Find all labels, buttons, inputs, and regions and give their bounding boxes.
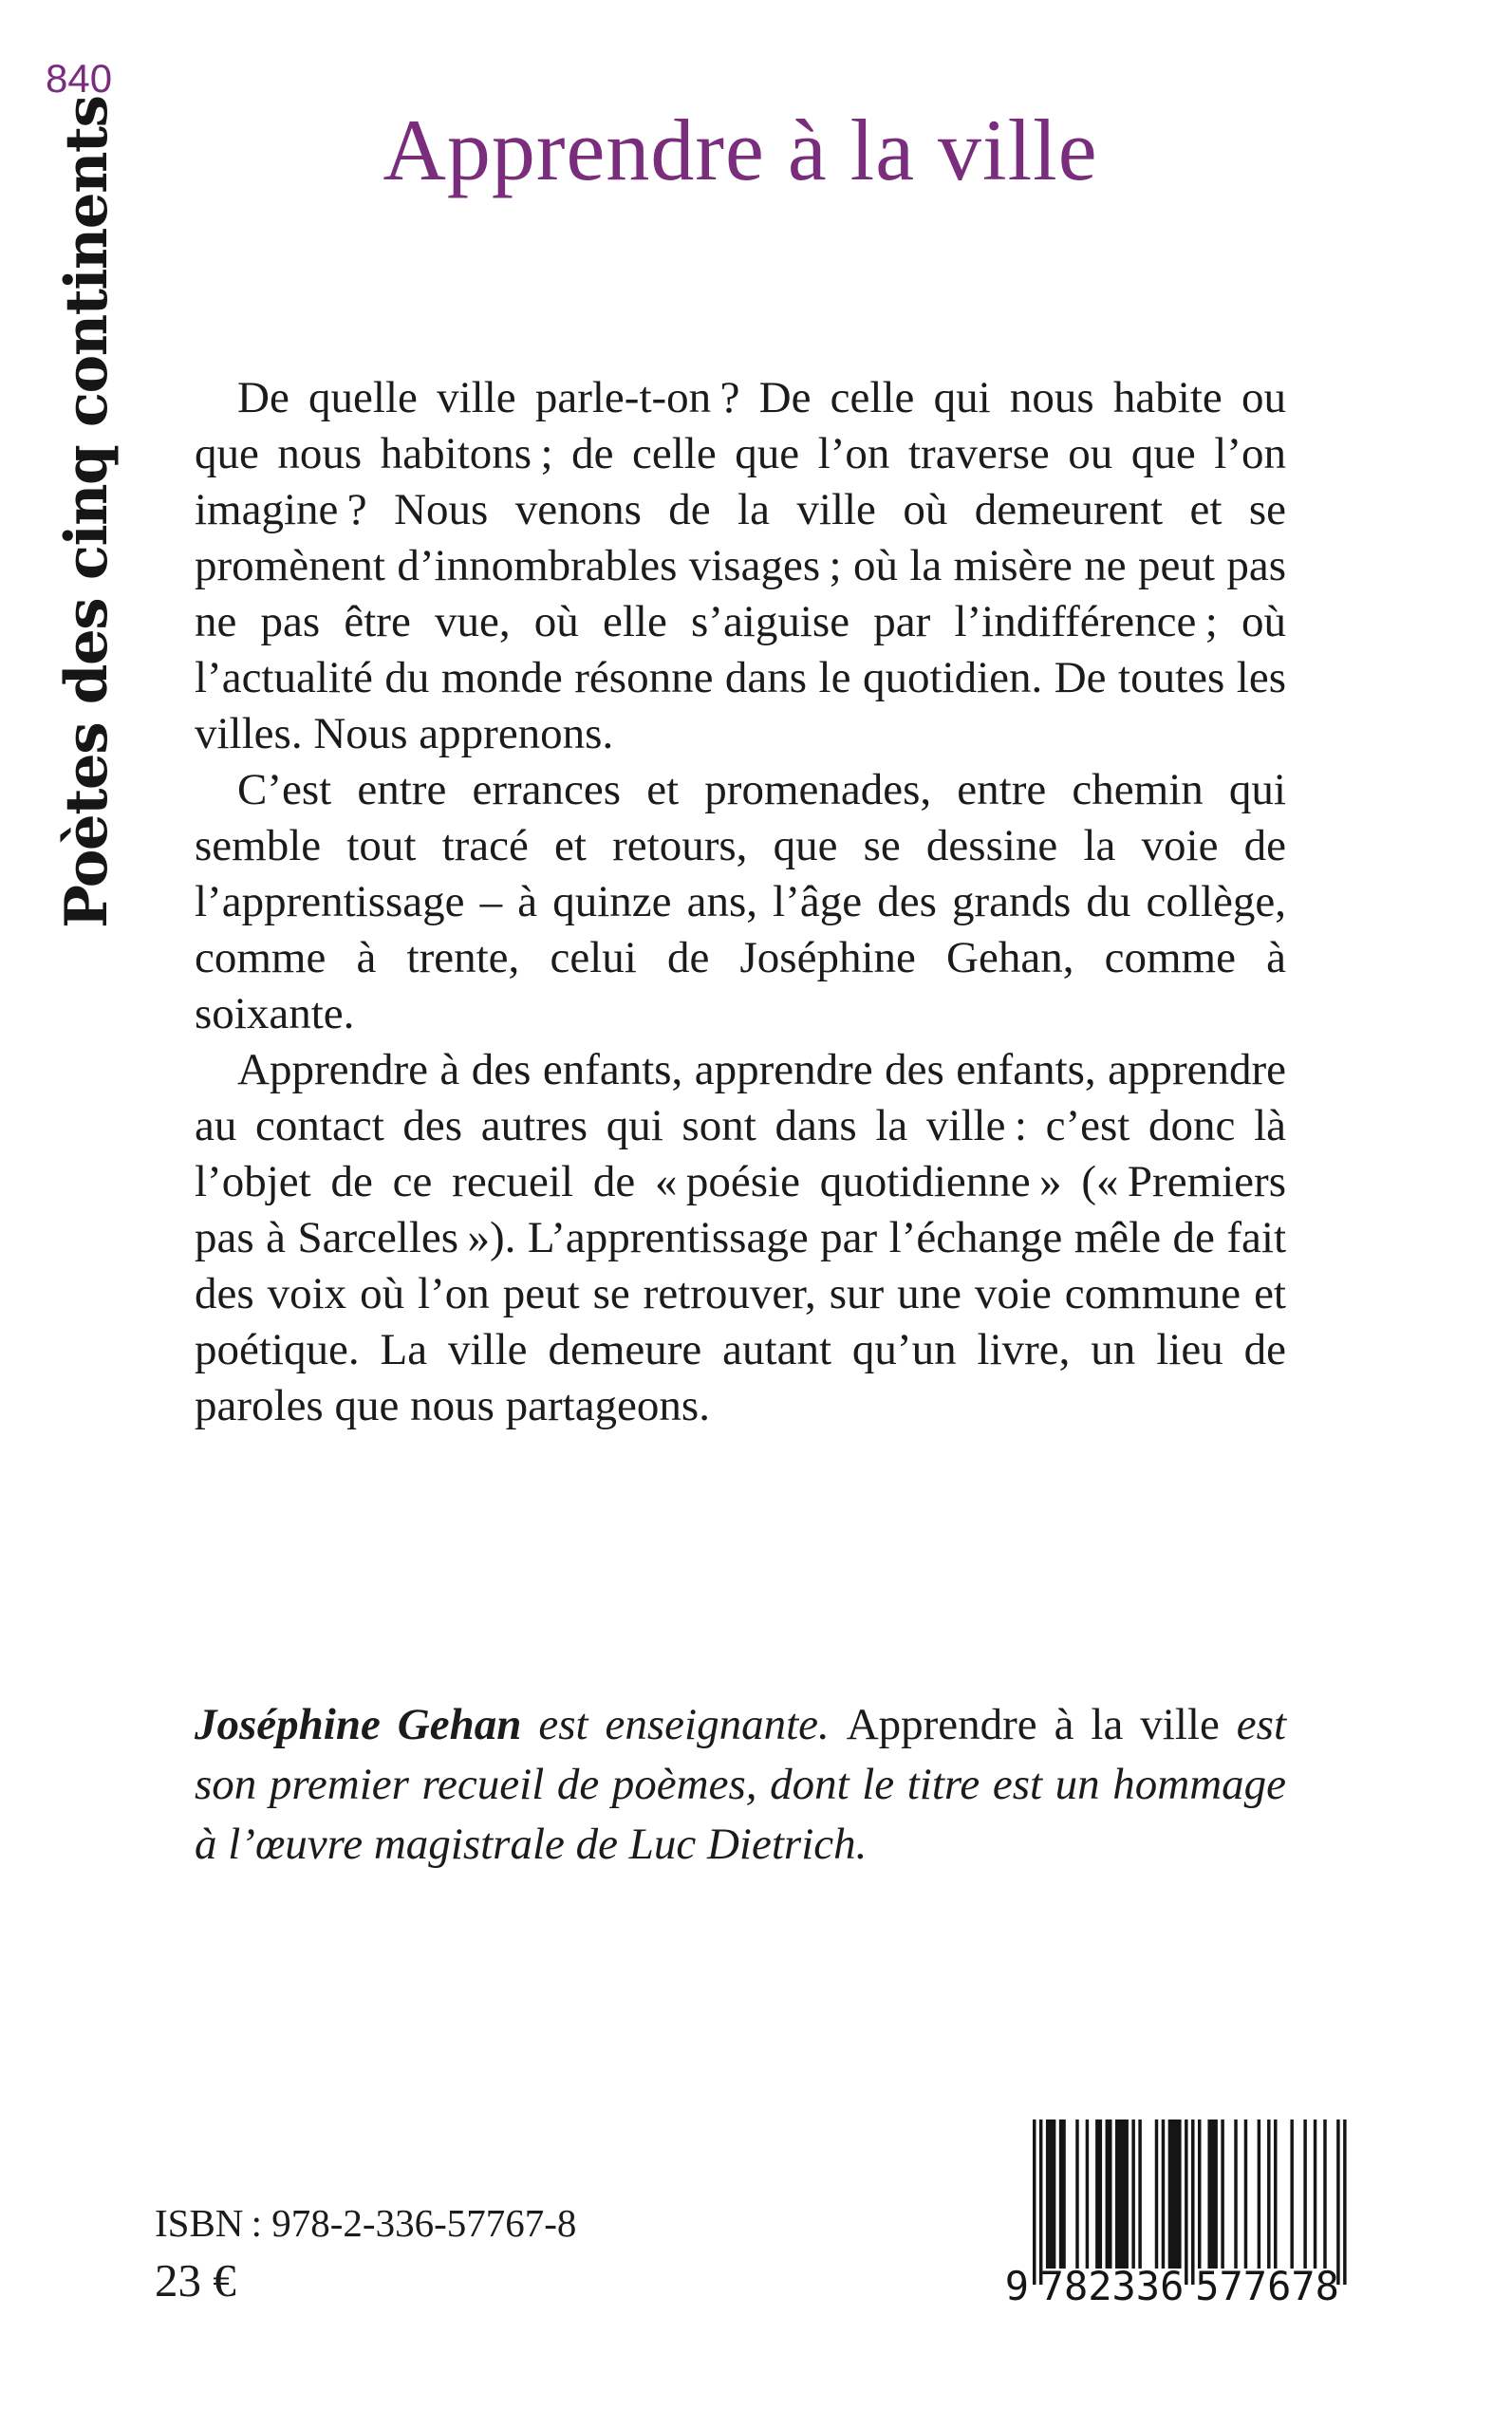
price-text: 23 € <box>155 2254 236 2306</box>
bio-text: est son premier recueil de poèmes, dont le titre est un hommage à l’œuvre magistrale de Luc Dietrich. <box>195 1700 1287 1869</box>
barcode-digits-right: 577678 <box>1195 2263 1339 2304</box>
ean13-barcode <box>1004 2120 1352 2304</box>
collection-number: 840 <box>46 56 113 101</box>
bio-book-title: Apprendre à la ville <box>846 1700 1220 1749</box>
synopsis-paragraph: De quelle ville parle-t-on ? De celle qui nous habite ou que nous habitons ; de celle que l’on traverse ou que l’on imagine ? Nous venons de la ville où demeurent et se promènent d’innombrables visages ; où la misère ne peut pas ne pas être vue, où elle s’aiguise par l’indifférence ; où l’actualité du monde résonne dans le quotidien. De toutes les villes. Nous apprenons. <box>195 373 1286 758</box>
synopsis <box>195 370 1286 1434</box>
author-name: Joséphine Gehan <box>195 1700 522 1749</box>
barcode-digits-left: 782336 <box>1039 2263 1185 2304</box>
bio-text: est enseignante. <box>521 1700 847 1749</box>
collection-name-vertical: Poètes des cinq continents <box>53 96 121 928</box>
isbn-text: ISBN : 978-2-336-57767-8 <box>155 2201 577 2245</box>
barcode-digit-lead: 9 <box>1004 2263 1029 2304</box>
barcode-bars <box>1004 2120 1352 2304</box>
synopsis-paragraph: C’est entre errances et promenades, entre chemin qui semble tout tracé et retours, que se dessine la voie de l’apprentissage – à quinze ans, l’âge des grands du collège, comme à trente, celui de Joséphine Gehan, comme à soixante. <box>195 765 1286 1038</box>
synopsis-paragraph: Apprendre à des enfants, apprendre des enfants, apprendre au contact des autres qui sont dans la ville : c’est donc là l’objet de ce recueil de « poésie quotidienne » (« Premiers pas à Sarcelles »). L’apprentissage par l’échange mêle de fait des voix où l’on peut se retrouver, sur une voie commune et poétique. La ville demeure autant qu’un livre, un lieu de paroles que nous partageons. <box>195 1045 1286 1430</box>
author-bio <box>195 1695 1286 1875</box>
book-title: Apprendre à la ville <box>383 102 1098 198</box>
